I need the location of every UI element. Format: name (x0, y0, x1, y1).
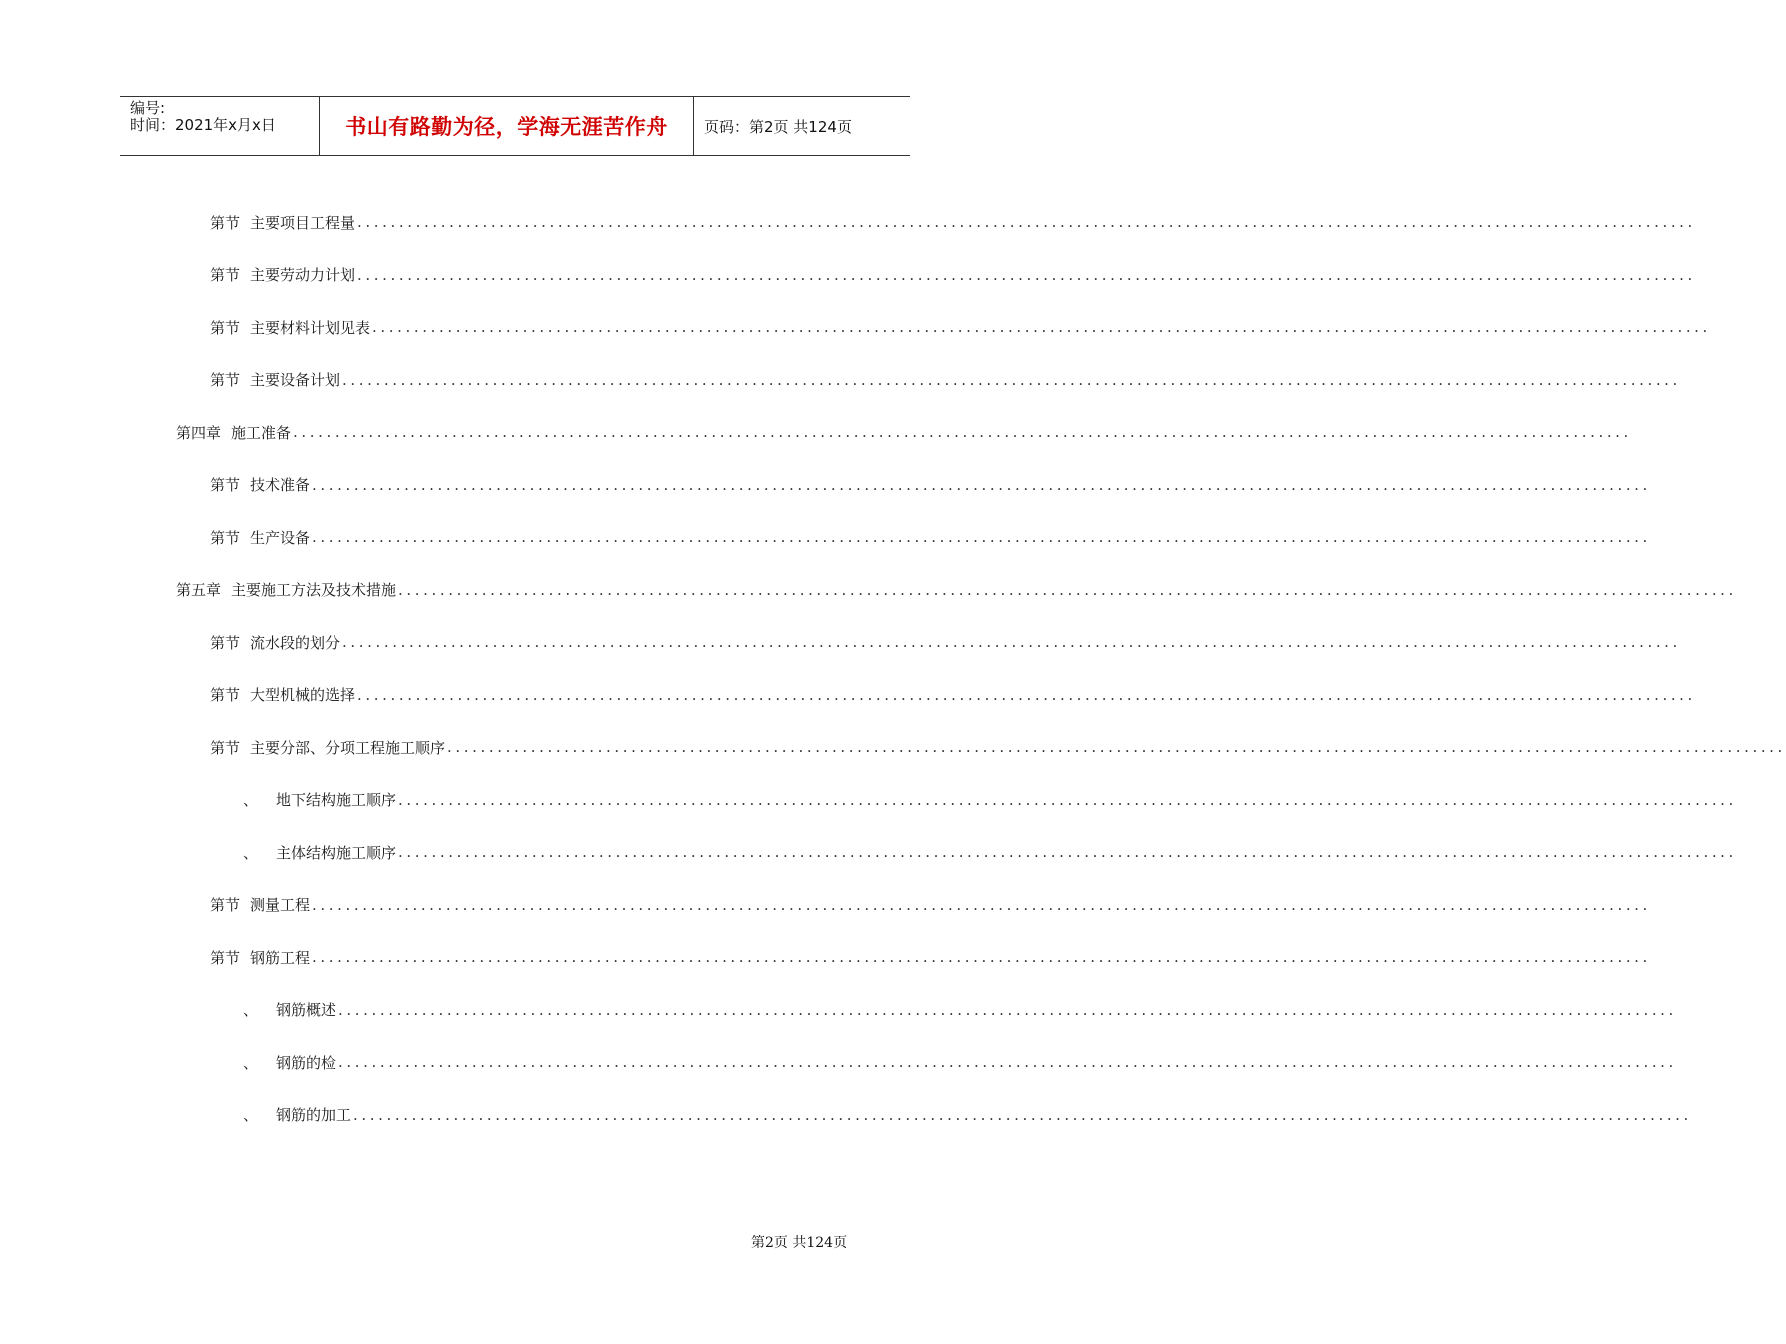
toc-entry-label: 施工准备 (231, 423, 292, 442)
toc-entry-label: 主要材料计划见表 (250, 318, 371, 337)
toc-leader-dots: ................................................................................................................................................................ (398, 790, 1737, 809)
toc-entry[interactable] (0, 774, 1737, 827)
toc-leader-dots: ................................................................................................................................................................ (353, 1105, 1692, 1124)
toc-leader-dots: ................................................................................................................................................................ (342, 633, 1681, 652)
toc-entry[interactable] (0, 879, 1651, 932)
toc-entry-prefix: 、 (243, 1053, 259, 1072)
toc-entry-prefix: 第五章 (176, 581, 222, 600)
number-label: 编号: (130, 99, 166, 117)
toc-entry[interactable] (0, 301, 1711, 354)
toc-entry-prefix: 、 (243, 1001, 259, 1020)
toc-entry-prefix: 第节 (210, 213, 241, 232)
toc-entry-label: 钢筋概述 (276, 1001, 337, 1020)
toc-entry[interactable] (0, 511, 1651, 564)
toc-entry-prefix: 第节 (210, 528, 241, 547)
toc-entry-label: 测量工程 (250, 896, 311, 915)
toc-entry-prefix: 、 (243, 1106, 259, 1125)
toc-entry-prefix: 第节 (210, 633, 241, 652)
header-motto: 书山有路勤为径，学海无涯苦作舟 (320, 97, 694, 155)
toc-entry[interactable] (0, 354, 1681, 407)
toc-entry-label: 流水段的划分 (250, 633, 341, 652)
toc-entry[interactable] (0, 669, 1696, 722)
time-label: 时间：2021年x月x日 (130, 116, 276, 134)
toc-entry-prefix: 第节 (210, 738, 241, 757)
toc-leader-dots: ................................................................................................................................................................ (338, 1053, 1677, 1072)
toc-leader-dots: ................................................................................................................................................................ (293, 423, 1632, 442)
toc-entry-label: 主体结构施工顺序 (276, 843, 397, 862)
toc-entry-prefix: 第节 (210, 686, 241, 705)
toc-entry-label: 钢筋的加工 (276, 1106, 352, 1125)
toc-leader-dots: ................................................................................................................................................................ (357, 265, 1696, 284)
toc-entry-prefix: 第节 (210, 318, 241, 337)
toc-entry[interactable] (0, 564, 1737, 617)
toc-leader-dots: ................................................................................................................................................................ (312, 895, 1651, 914)
table-of-contents (0, 196, 1786, 1141)
toc-entry[interactable] (0, 196, 1696, 249)
toc-leader-dots: ................................................................................................................................................................ (312, 528, 1651, 547)
toc-entry-label: 钢筋工程 (250, 948, 311, 967)
page-footer: 第2页 共124页 (751, 1235, 848, 1251)
toc-entry-label: 主要设备计划 (250, 371, 341, 390)
header-meta (120, 97, 320, 155)
toc-leader-dots: ................................................................................................................................................................ (372, 318, 1711, 337)
toc-entry[interactable] (0, 721, 1786, 774)
toc-entry[interactable] (0, 459, 1651, 512)
toc-entry[interactable] (0, 826, 1737, 879)
toc-entry-label: 主要分部、分项工程施工顺序 (250, 738, 446, 757)
toc-leader-dots: ................................................................................................................................................................ (357, 685, 1696, 704)
page-header (120, 96, 910, 156)
toc-leader-dots: ................................................................................................................................................................ (312, 475, 1651, 494)
toc-entry-prefix: 第四章 (176, 423, 222, 442)
toc-entry-prefix: 第节 (210, 476, 241, 495)
toc-entry[interactable] (0, 1036, 1677, 1089)
toc-leader-dots: ................................................................................................................................................................ (398, 580, 1737, 599)
toc-entry-prefix: 、 (243, 791, 259, 810)
toc-entry[interactable] (0, 249, 1696, 302)
toc-entry[interactable] (0, 1089, 1692, 1142)
toc-entry-prefix: 第节 (210, 371, 241, 390)
toc-leader-dots: ................................................................................................................................................................ (398, 843, 1737, 862)
toc-entry-prefix: 第节 (210, 896, 241, 915)
toc-entry-label: 主要施工方法及技术措施 (231, 581, 397, 600)
toc-entry-label: 主要项目工程量 (250, 213, 356, 232)
toc-entry-prefix: 、 (243, 843, 259, 862)
toc-entry[interactable] (0, 406, 1632, 459)
toc-entry-label: 主要劳动力计划 (250, 266, 356, 285)
toc-leader-dots: ................................................................................................................................................................ (357, 213, 1696, 232)
toc-entry-prefix: 第节 (210, 948, 241, 967)
toc-leader-dots: ................................................................................................................................................................ (312, 948, 1651, 967)
toc-entry-prefix: 第节 (210, 266, 241, 285)
toc-entry-label: 生产设备 (250, 528, 311, 547)
toc-entry-label: 地下结构施工顺序 (276, 791, 397, 810)
toc-entry-label: 技术准备 (250, 476, 311, 495)
toc-leader-dots: ................................................................................................................................................................ (447, 738, 1786, 757)
toc-entry[interactable] (0, 931, 1651, 984)
toc-entry[interactable] (0, 984, 1677, 1037)
toc-entry-label: 大型机械的选择 (250, 686, 356, 705)
toc-leader-dots: ................................................................................................................................................................ (338, 1000, 1677, 1019)
toc-leader-dots: ................................................................................................................................................................ (342, 370, 1681, 389)
header-page-info: 页码：第2页 共124页 (704, 117, 852, 136)
toc-entry-label: 钢筋的检 (276, 1053, 337, 1072)
toc-entry[interactable] (0, 616, 1681, 669)
